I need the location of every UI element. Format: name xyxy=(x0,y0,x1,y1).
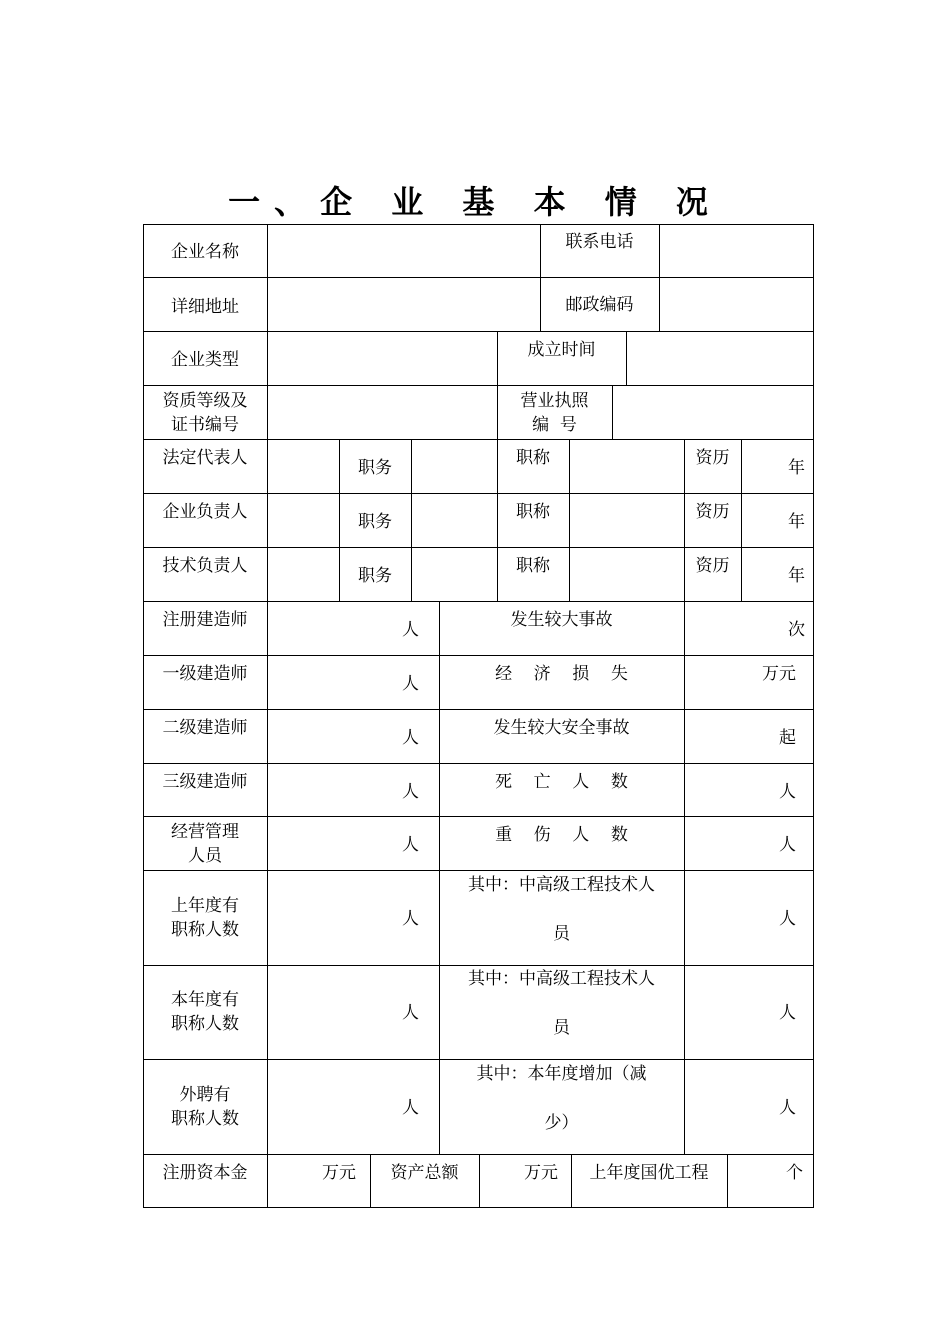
external-titled-label-line2: 职称人数 xyxy=(171,1109,239,1129)
legal-rep-label: 法定代表人 xyxy=(162,448,248,468)
tech-head-experience-label: 资历 xyxy=(695,556,730,576)
enterprise-name-label: 企业名称 xyxy=(171,242,239,262)
last-year-senior-unit: 人 xyxy=(779,909,796,929)
economic-loss-label: 经 济 损 失 xyxy=(495,664,628,684)
tech-head-title-label: 职称 xyxy=(516,556,550,576)
row-divider xyxy=(143,439,814,440)
row-divider xyxy=(143,547,814,548)
enterprise-name-field[interactable] xyxy=(268,225,540,277)
legal-rep-title-label: 职称 xyxy=(516,448,550,468)
qualification-label-line1: 资质等级及 xyxy=(162,391,248,411)
column-divider xyxy=(569,439,570,601)
legal-rep-position-label: 职务 xyxy=(358,458,392,478)
postcode-label: 邮政编码 xyxy=(565,295,634,315)
national-award-unit: 个 xyxy=(786,1163,803,1183)
established-field[interactable] xyxy=(627,332,813,385)
this-year-titled-label-line2: 职称人数 xyxy=(171,1014,239,1034)
deaths-unit: 人 xyxy=(779,782,796,802)
last-year-titled-label-line2: 职称人数 xyxy=(171,920,239,940)
row-divider xyxy=(143,1059,814,1060)
registered-capital-label: 注册资本金 xyxy=(162,1163,248,1183)
major-accident-unit: 次 xyxy=(788,620,805,640)
row-divider xyxy=(143,965,814,966)
table-border-right xyxy=(813,224,814,1208)
registered-capital-unit: 万元 xyxy=(322,1163,356,1183)
last-year-titled-unit: 人 xyxy=(402,909,419,929)
row-divider xyxy=(143,870,814,871)
address-label: 详细地址 xyxy=(171,297,239,317)
total-assets-label: 资产总额 xyxy=(390,1163,459,1183)
qualification-field[interactable] xyxy=(268,386,497,439)
enterprise-head-title-label: 职称 xyxy=(516,502,550,522)
license-label-line2: 编 号 xyxy=(532,415,577,435)
management-staff-label-line1: 经营管理 xyxy=(171,822,239,842)
tech-head-position-label: 职务 xyxy=(358,566,392,586)
license-field[interactable] xyxy=(613,386,813,439)
total-assets-unit: 万元 xyxy=(524,1163,558,1183)
second-class-builder-label: 二级建造师 xyxy=(162,718,248,738)
enterprise-type-field[interactable] xyxy=(268,332,497,385)
second-class-builder-unit: 人 xyxy=(402,728,419,748)
postcode-field[interactable] xyxy=(660,278,813,331)
this-year-senior-unit: 人 xyxy=(779,1003,796,1023)
enterprise-head-position-label: 职务 xyxy=(358,512,392,532)
tech-head-years-unit: 年 xyxy=(788,566,805,586)
deaths-label: 死 亡 人 数 xyxy=(495,772,628,792)
registered-builder-label: 注册建造师 xyxy=(162,610,248,630)
row-divider xyxy=(143,655,814,656)
qualification-label-line2: 证书编号 xyxy=(171,415,239,435)
established-label: 成立时间 xyxy=(527,340,596,360)
management-staff-label-line2: 人员 xyxy=(188,846,222,866)
this-year-titled-unit: 人 xyxy=(402,1003,419,1023)
injuries-label: 重 伤 人 数 xyxy=(495,825,628,845)
last-year-senior-label-line1: 其中：中高级工程技术人 xyxy=(468,875,655,895)
first-class-builder-label: 一级建造师 xyxy=(162,664,248,684)
safety-accident-unit: 起 xyxy=(779,728,796,748)
safety-accident-label: 发生较大安全事故 xyxy=(493,718,630,738)
address-field[interactable] xyxy=(268,278,540,331)
third-class-builder-unit: 人 xyxy=(402,782,419,802)
this-year-senior-label-line1: 其中：中高级工程技术人 xyxy=(468,969,655,989)
enterprise-head-years-unit: 年 xyxy=(788,512,805,532)
injuries-unit: 人 xyxy=(779,835,796,855)
page-title: 一、企 业 基 本 情 况 xyxy=(228,183,722,221)
first-class-builder-unit: 人 xyxy=(402,674,419,694)
economic-loss-unit: 万元 xyxy=(762,664,796,684)
this-year-senior-label-line2: 员 xyxy=(553,1018,570,1038)
enterprise-head-label: 企业负责人 xyxy=(162,502,248,522)
this-year-titled-label-line1: 本年度有 xyxy=(171,990,239,1010)
national-award-label: 上年度国优工程 xyxy=(589,1163,709,1183)
last-year-titled-label-line1: 上年度有 xyxy=(171,896,239,916)
enterprise-head-experience-label: 资历 xyxy=(695,502,730,522)
external-titled-unit: 人 xyxy=(402,1098,419,1118)
registered-builder-unit: 人 xyxy=(402,620,419,640)
row-divider xyxy=(143,763,814,764)
legal-rep-years-unit: 年 xyxy=(788,458,805,478)
row-divider xyxy=(143,709,814,710)
third-class-builder-label: 三级建造师 xyxy=(162,772,248,792)
column-divider xyxy=(411,439,412,601)
row-divider xyxy=(143,816,814,817)
management-staff-unit: 人 xyxy=(402,835,419,855)
row-divider xyxy=(143,493,814,494)
change-count-unit: 人 xyxy=(779,1098,796,1118)
contact-phone-field[interactable] xyxy=(660,225,813,277)
change-count-label-line2: 少） xyxy=(544,1113,579,1133)
change-count-label-line1: 其中：本年度增加（减 xyxy=(476,1064,647,1084)
license-label-line1: 营业执照 xyxy=(520,391,589,411)
row-divider xyxy=(143,601,814,602)
major-accident-label: 发生较大事故 xyxy=(510,610,613,630)
tech-head-label: 技术负责人 xyxy=(162,556,248,576)
contact-phone-label: 联系电话 xyxy=(565,232,634,252)
last-year-senior-label-line2: 员 xyxy=(553,924,570,944)
external-titled-label-line1: 外聘有 xyxy=(179,1085,231,1105)
enterprise-type-label: 企业类型 xyxy=(171,350,239,370)
legal-rep-experience-label: 资历 xyxy=(695,448,730,468)
